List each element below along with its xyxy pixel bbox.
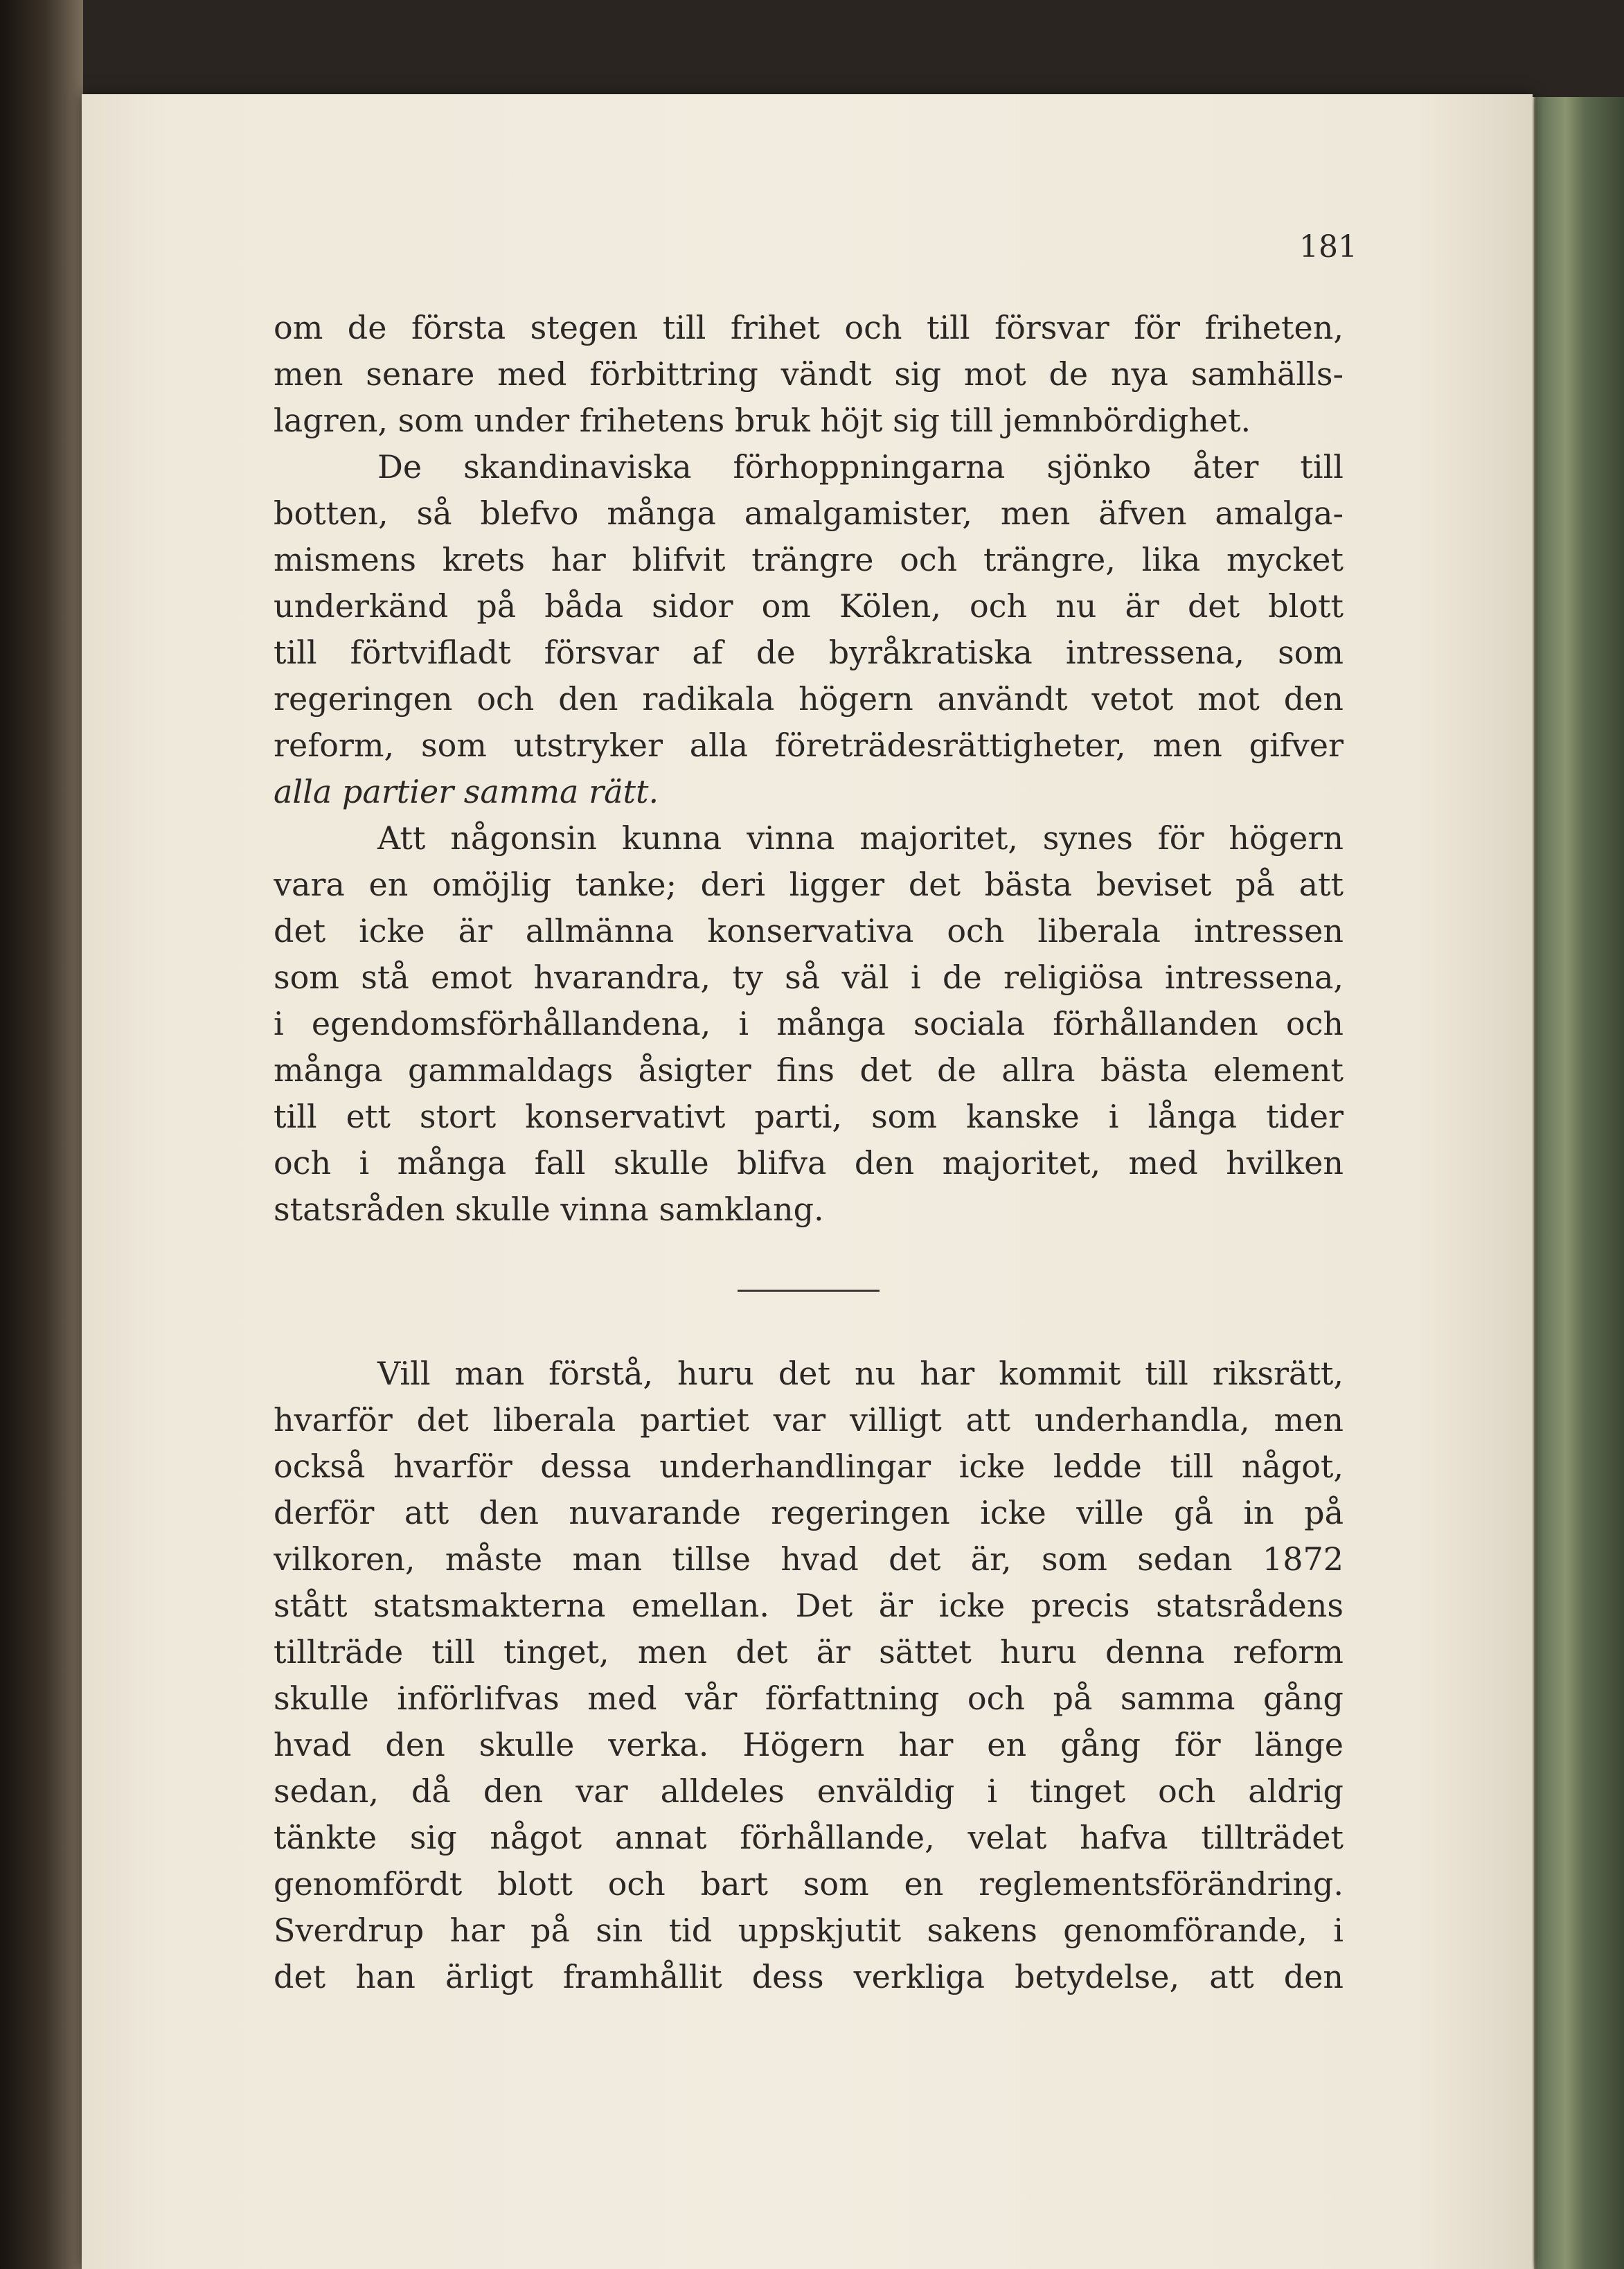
- text-line: i egendomsförhållandena, i många sociala förhållanden och: [274, 1005, 1344, 1042]
- text-line: skulle införlifvas med vår författning och på samma gång: [274, 1680, 1344, 1717]
- text-line: tänkte sig något annat förhållande, velat hafva tillträdet: [274, 1819, 1344, 1856]
- text-line: derför att den nuvarande regeringen icke ville gå in på: [274, 1494, 1344, 1531]
- text-block-lower: [274, 1351, 1344, 2000]
- text-line: underkänd på båda sidor om Kölen, och nu är det blott: [274, 587, 1344, 625]
- text-line: mismens krets har blifvit trängre och trängre, lika mycket: [274, 541, 1344, 578]
- text-line: sedan, då den var alldeles enväldig i tinget och aldrig: [274, 1772, 1344, 1810]
- text-line: vilkoren, måste man tillse hvad det är, som sedan 1872: [274, 1540, 1344, 1578]
- text-line: statsråden skulle vinna samklang.: [274, 1191, 824, 1228]
- text-line: till förtvifladt försvar af de byråkratiska intressena, som: [274, 634, 1344, 671]
- text-line: det han ärligt framhållit dess verkliga betydelse, att den: [274, 1958, 1344, 1995]
- text-line: hvad den skulle verka. Högern har en gång för länge: [274, 1726, 1344, 1763]
- text-line: hvarför det liberala partiet var villigt att underhandla, men: [274, 1401, 1344, 1439]
- text-line: till ett stort konservativt parti, som kanske i långa tider: [274, 1098, 1344, 1135]
- text-line: som stå emot hvarandra, ty så väl i de religiösa intressena,: [274, 959, 1344, 996]
- text-line: Vill man förstå, huru det nu har kommit till riksrätt,: [377, 1355, 1344, 1392]
- text-line: många gammaldags åsigter fins det de allra bästa element: [274, 1051, 1344, 1089]
- text-line: botten, så blefvo många amalgamister, men äfven amalga-: [274, 495, 1344, 532]
- text-line: vara en omöjlig tanke; deri ligger det bästa beviset på att: [274, 866, 1344, 903]
- page-edges-right: [1527, 97, 1624, 2269]
- text-line: De skandinaviska förhoppningarna sjönko åter till: [377, 448, 1344, 486]
- text-line-italic: alla partier samma rätt.: [274, 773, 659, 810]
- text-line: men senare med förbittring vändt sig mot de nya samhälls-: [274, 355, 1344, 393]
- text-block-upper: [274, 305, 1344, 1233]
- section-separator: [738, 1290, 880, 1292]
- text-line: stått statsmakterna emellan. Det är icke precis statsrådens: [274, 1587, 1344, 1624]
- text-line: tillträde till tinget, men det är sättet huru denna reform: [274, 1633, 1344, 1671]
- text-line: om de första stegen till frihet och till försvar för friheten,: [274, 309, 1344, 346]
- text-line: Sverdrup har på sin tid uppskjutit sakens genomförande, i: [274, 1912, 1344, 1949]
- text-line: Att någonsin kunna vinna majoritet, synes för högern: [377, 819, 1344, 857]
- text-line: regeringen och den radikala högern användt vetot mot den: [274, 680, 1344, 718]
- page-number: 181: [1299, 229, 1357, 265]
- text-line: genomfördt blott och bart som en reglementsförändring.: [274, 1865, 1344, 1903]
- text-line: också hvarför dessa underhandlingar icke ledde till något,: [274, 1448, 1344, 1485]
- text-line: det icke är allmänna konservativa och liberala intressen: [274, 912, 1344, 950]
- book-binding-left: [0, 0, 83, 2269]
- text-line: och i många fall skulle blifva den majoritet, med hvilken: [274, 1144, 1344, 1182]
- text-line: reform, som utstryker alla företrädesrättigheter, men gifver: [274, 727, 1344, 764]
- text-line: lagren, som under frihetens bruk höjt sig till jemnbördighet.: [274, 402, 1251, 439]
